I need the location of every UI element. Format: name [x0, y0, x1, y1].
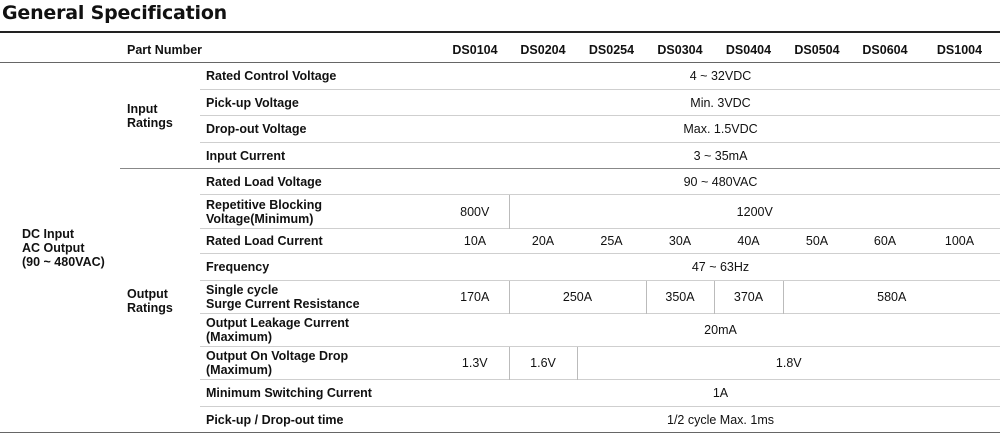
- param-value: 40A: [714, 229, 783, 254]
- part-number-label: Part Number: [0, 37, 441, 63]
- param-value: 20mA: [441, 314, 1000, 347]
- param-value: 350A: [646, 281, 714, 314]
- param-value: 1.6V: [509, 347, 577, 380]
- param-label: Rated Load Voltage: [200, 169, 441, 195]
- param-value: 30A: [646, 229, 714, 254]
- param-label: Input Current: [200, 143, 441, 169]
- param-value: 25A: [577, 229, 646, 254]
- spec-table: [0, 37, 1000, 433]
- output-ratings-label: Output Ratings: [120, 169, 200, 433]
- param-label: Output Leakage Current (Maximum): [200, 314, 441, 347]
- model-header: DS1004: [919, 37, 1000, 63]
- table-row: [0, 63, 1000, 90]
- model-header: DS0204: [509, 37, 577, 63]
- param-value: 1A: [441, 380, 1000, 407]
- param-value: 60A: [851, 229, 919, 254]
- header-row: [0, 37, 1000, 63]
- param-value: 90 ~ 480VAC: [441, 169, 1000, 195]
- param-value: 20A: [509, 229, 577, 254]
- param-label: Drop-out Voltage: [200, 116, 441, 143]
- param-value: Max. 1.5VDC: [441, 116, 1000, 143]
- param-value: 1.8V: [577, 347, 1000, 380]
- param-label: Repetitive Blocking Voltage(Minimum): [200, 195, 441, 229]
- param-label: Rated Load Current: [200, 229, 441, 254]
- model-header: DS0604: [851, 37, 919, 63]
- param-label: Frequency: [200, 254, 441, 281]
- page-title: General Specification: [2, 2, 227, 24]
- param-label: Output On Voltage Drop (Maximum): [200, 347, 441, 380]
- param-value: 580A: [783, 281, 1000, 314]
- param-label: Single cycle Surge Current Resistance: [200, 281, 441, 314]
- model-header: DS0404: [714, 37, 783, 63]
- param-value: 370A: [714, 281, 783, 314]
- param-value: 1/2 cycle Max. 1ms: [441, 407, 1000, 433]
- input-ratings-label: Input Ratings: [127, 101, 173, 130]
- param-label: Pick-up Voltage: [200, 90, 441, 116]
- param-value: 4 ~ 32VDC: [689, 69, 752, 83]
- model-header: DS0254: [577, 37, 646, 63]
- param-value: 250A: [509, 281, 646, 314]
- param-value: 1.3V: [441, 347, 509, 380]
- model-header: DS0304: [646, 37, 714, 63]
- param-value: 3 ~ 35mA: [441, 143, 1000, 169]
- dc-input-ac-output-group: [0, 63, 120, 433]
- group-line: AC Output: [22, 240, 85, 255]
- param-value: 50A: [783, 229, 851, 254]
- param-value: 800V: [441, 195, 509, 229]
- param-label: Rated Control Voltage: [206, 69, 337, 83]
- group-line: (90 ~ 480VAC): [22, 254, 105, 269]
- model-header: DS0104: [441, 37, 509, 63]
- param-value: 100A: [919, 229, 1000, 254]
- param-value: 47 ~ 63Hz: [441, 254, 1000, 281]
- param-label: Minimum Switching Current: [200, 380, 441, 407]
- table-row: [0, 169, 1000, 195]
- param-value: 1200V: [509, 195, 1000, 229]
- param-label: Pick-up / Drop-out time: [200, 407, 441, 433]
- model-header: DS0504: [783, 37, 851, 63]
- title-divider: [0, 31, 1000, 33]
- param-value: Min. 3VDC: [441, 90, 1000, 116]
- param-value: 10A: [441, 229, 509, 254]
- param-value: 170A: [441, 281, 509, 314]
- group-line: DC Input: [22, 226, 75, 241]
